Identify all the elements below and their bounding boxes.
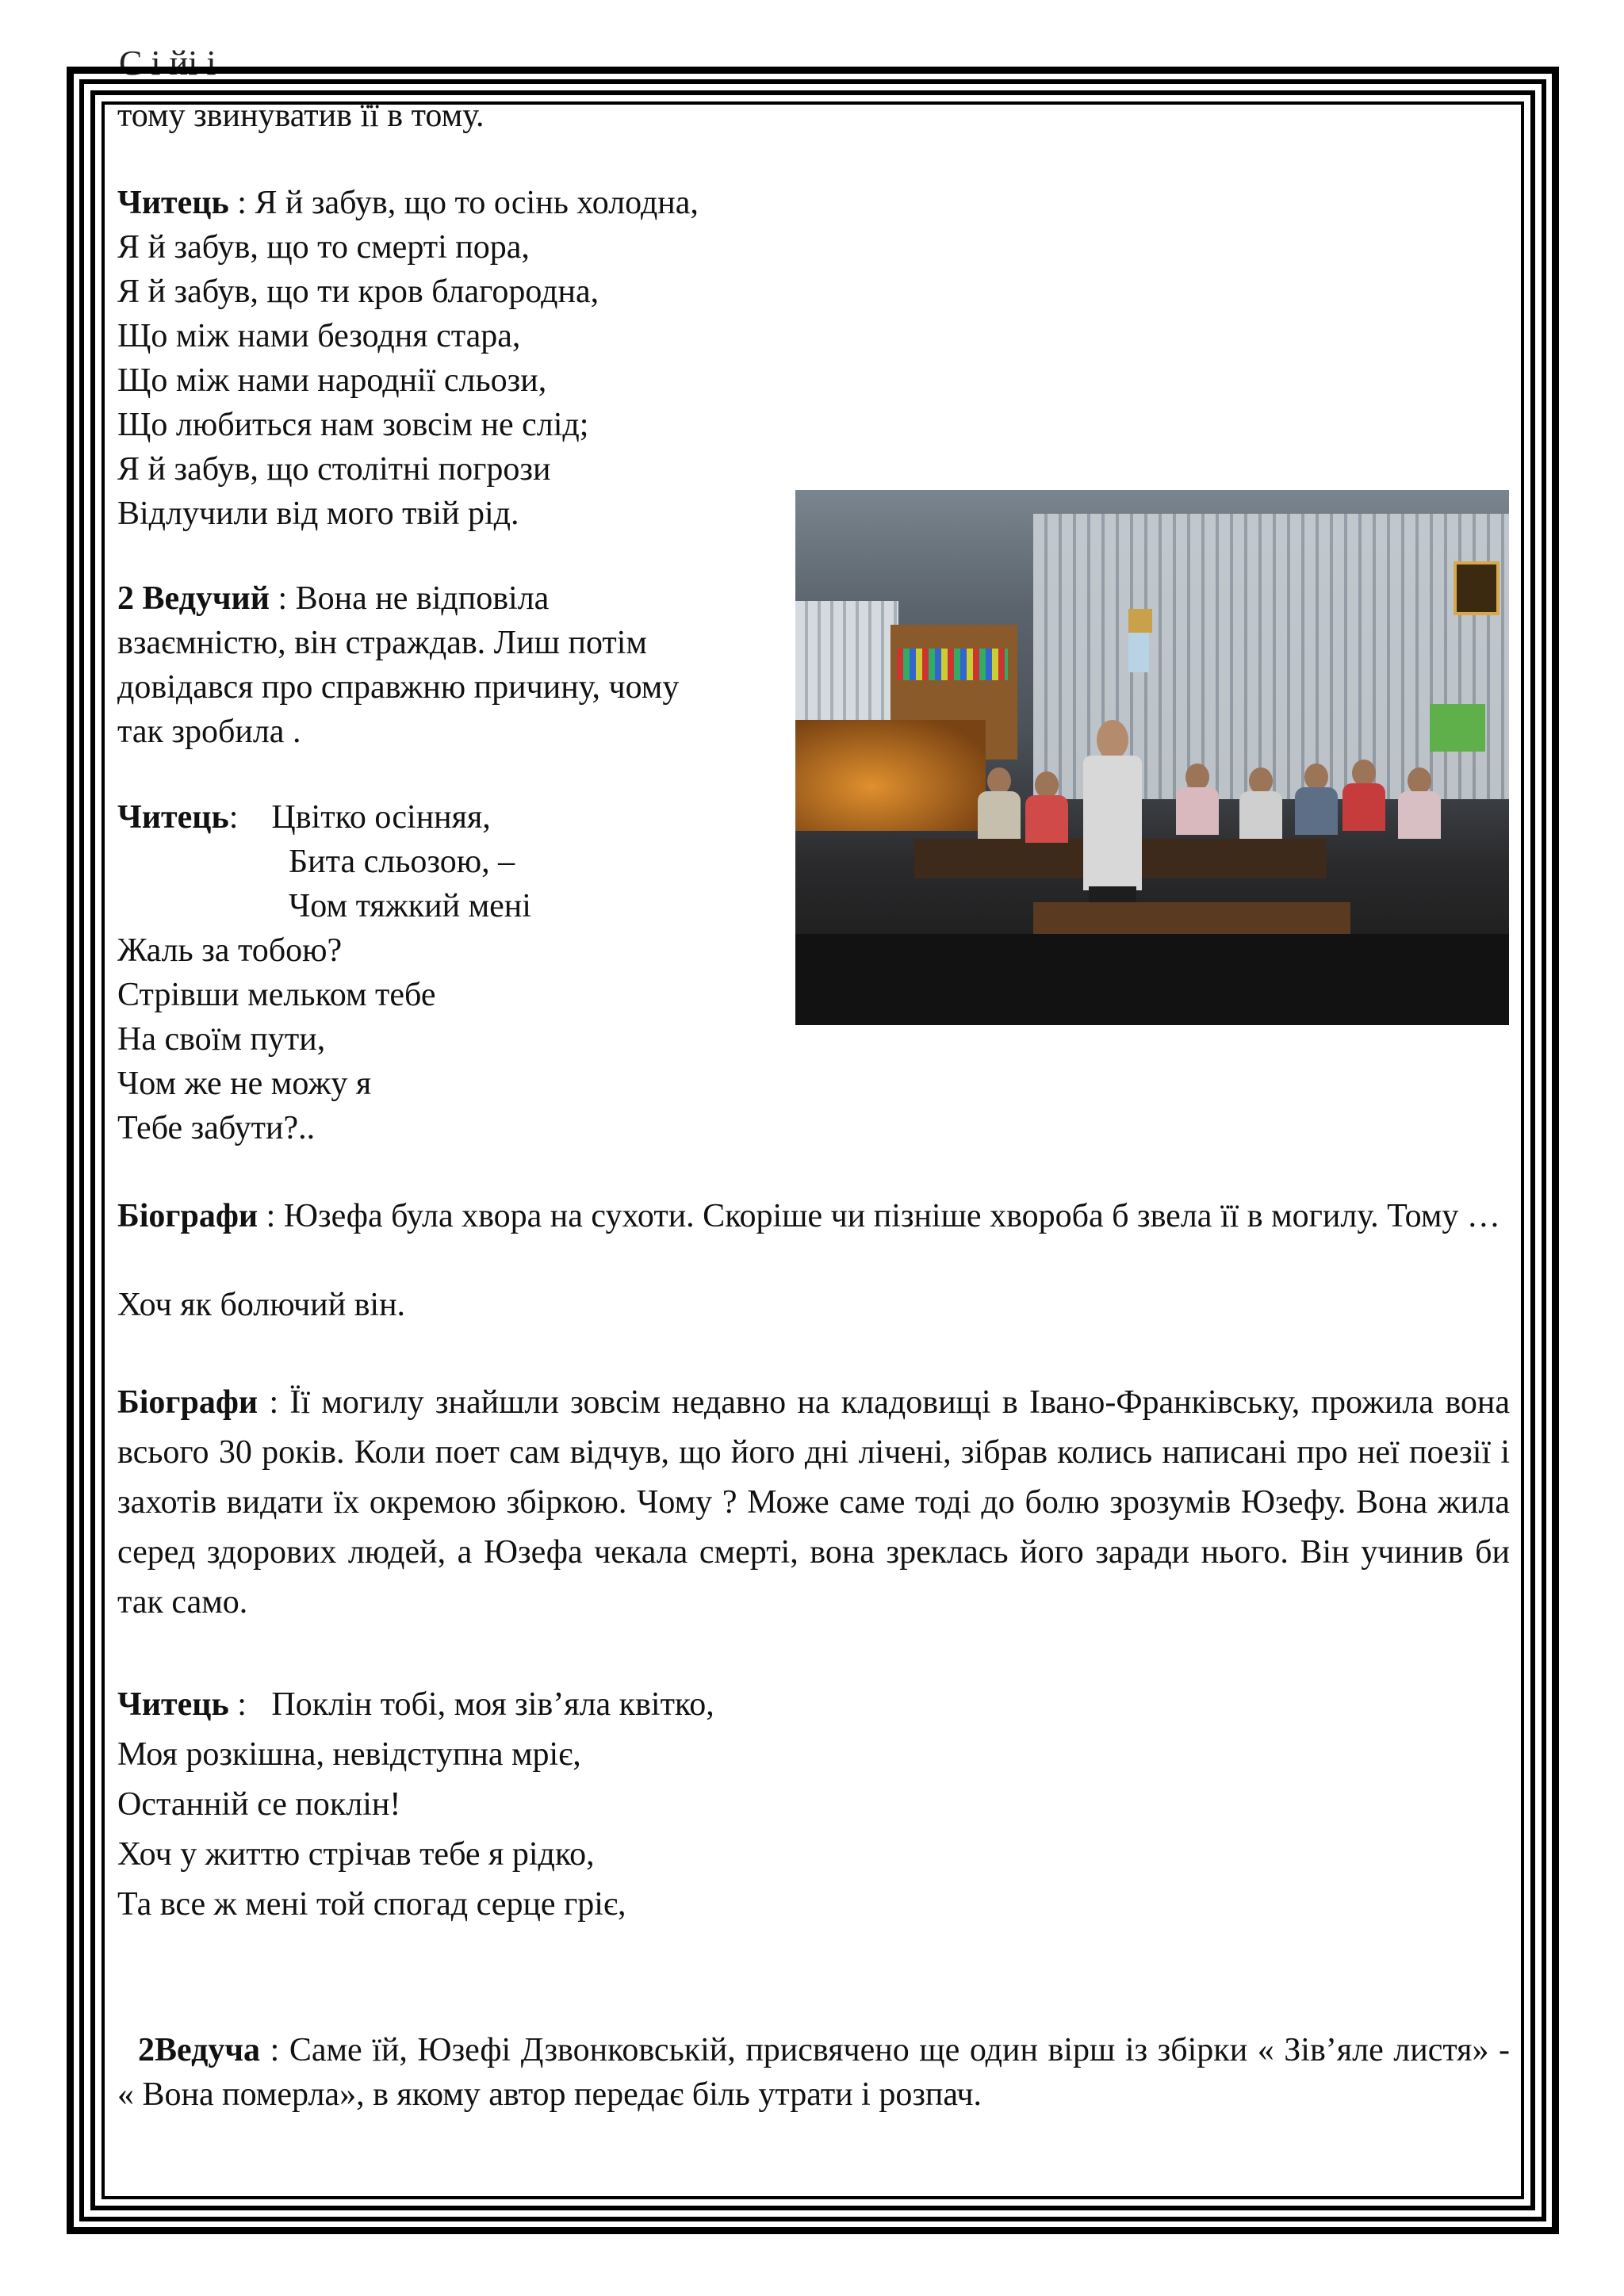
paragraph-text: Юзефа була хвора на сухоти. Скоріше чи пізніше хвороба б звела її в могилу. Тому … [283,1198,1500,1234]
text-line: Хоч як болючий він. [117,1287,406,1323]
speaker-label: Читець [117,185,229,221]
speaker-separator: : [258,1198,284,1234]
speaker-label: Біографи [117,1384,259,1421]
photo-blue-poster [1128,633,1149,672]
photo-student [1342,760,1385,831]
bio2-paragraph [117,1378,1510,1628]
speaker-separator: : [228,799,272,836]
photo-green-poster [1430,704,1485,752]
reader2-first-line [117,795,491,840]
paragraph-continuation: тому звинуватив її в тому. [117,98,485,134]
photo-student [1025,771,1068,843]
photo-floor [795,934,1509,1025]
photo-student [1176,763,1219,835]
paragraph-text: Її могилу знайшли зовсім недавно на кладовищі в Івано-Франківську, прожила вона всього 30 років. Коли поет сам відчув, що його дні лічені, зібрав колись написані про неї поезії і захотів видати їх окремою збіркою. Чому ? Може саме тоді до болю зрозумів Юзефу. Вона жила серед здорових людей, а Юзефа чекала смерті, вона зреклась його заради нього. Він учинив би так само. [117,1384,1510,1621]
speaker-separator: : [228,185,255,221]
verse-line: Я й забув, що то смерті пора, [117,229,530,266]
text-line: взаємністю, він страждав. Лиш потім [117,625,648,661]
verse-line: Стрівши мельком тебе [117,977,436,1013]
reader3-first-line [117,1682,714,1727]
verse-line: Я й забув, що столітні погрози [117,451,551,488]
speaker-separator: : [228,1686,272,1723]
verse-line: Я й забув, що то осінь холодна, [255,185,699,221]
verse-line: Останній се поклін! [117,1786,401,1823]
speaker-label: Біографи [117,1198,259,1234]
verse-line: Відлучили від мого твій рід. [117,496,519,532]
speaker-separator: : [269,580,296,617]
host3-paragraph [117,2028,1510,2117]
verse-line: Що любиться нам зовсім не слід; [117,407,589,443]
speaker-label: 2Ведуча [138,2032,261,2068]
verse-line: Та все ж мені той спогад серце гріє, [117,1886,626,1923]
verse-line: Жаль за тобою? [117,932,343,969]
verse-line: Тебе забути?.. [117,1110,316,1146]
photo-wall-picture [1454,561,1500,615]
photo-student [1398,767,1441,839]
verse-line: Чом же не можу я [117,1066,372,1102]
cutoff-text-line: С і йі і [119,44,216,82]
text-line: так зробила . [117,714,301,750]
verse-line: На своїм пути, [117,1021,326,1058]
verse-line: Бита сльозою, – [289,844,515,880]
text-line: довідався про справжню причину, чому [117,669,680,706]
verse-line: Хоч у життю стрічав тебе я рідко, [117,1836,595,1873]
verse-line: Чом тяжкий мені [289,888,531,924]
reader1-first-line [117,181,699,225]
photo-orange-wall [795,720,986,831]
verse-line: Що між нами безодня стара, [117,318,521,354]
photo-student [1239,767,1282,839]
classroom-photo [795,490,1509,1025]
host2-first-line [117,576,549,621]
text-line: Вона не відповіла [295,580,550,617]
bio1-paragraph [117,1194,1510,1238]
verse-line: Моя розкішна, невідступна мріє, [117,1736,581,1773]
photo-books [897,649,1008,680]
verse-line: Поклін тобі, моя зів’яла квітко, [271,1686,714,1723]
verse-line: Що між нами народнії сльози, [117,362,547,399]
photo-student [1295,763,1338,835]
photo-wall-picture-small [1128,609,1152,633]
speaker-separator: : [260,2032,289,2068]
speaker-separator: : [258,1384,290,1421]
speaker-label: Читець [117,799,229,836]
photo-student [978,767,1021,839]
speaker-label: Читець [117,1686,229,1723]
paragraph-text: Саме їй, Юзефі Дзвонковській, присвячено ще один вірш із збірки « Зів’яле листя» - « Вона померла», в якому автор передає біль утрати і розпач. [117,2032,1510,2113]
verse-line: Цвітко осінняя, [271,799,491,836]
speaker-label: 2 Ведучий [117,580,270,617]
verse-line: Я й забув, що ти кров благородна, [117,274,599,310]
